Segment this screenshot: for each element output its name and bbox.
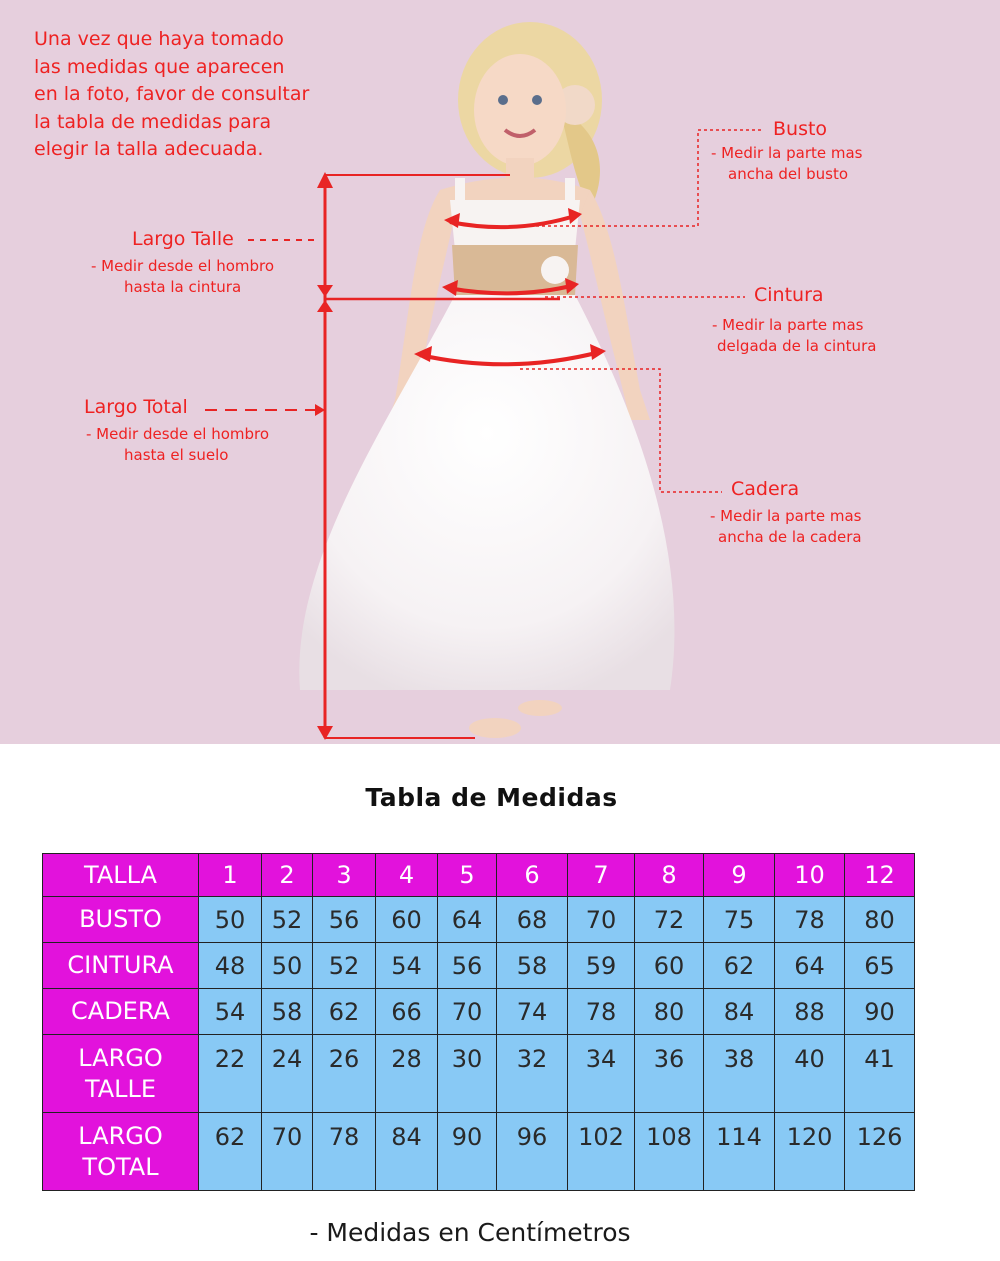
- largo-talle-desc-line: - Medir desde el hombro: [91, 257, 275, 275]
- measurement-value-cell: 41: [845, 1035, 915, 1113]
- size-header-cell: 7: [568, 854, 635, 897]
- measurement-value-cell: 34: [568, 1035, 635, 1113]
- busto-desc-line: ancha del busto: [728, 165, 848, 183]
- measurement-value-cell: 50: [199, 897, 262, 943]
- measurement-value-cell: 22: [199, 1035, 262, 1113]
- size-header-cell: 10: [775, 854, 845, 897]
- size-table-row: [43, 1035, 915, 1113]
- size-header-cell: 4: [376, 854, 438, 897]
- measurement-value-cell: 70: [262, 1113, 313, 1191]
- measurement-value-cell: 40: [775, 1035, 845, 1113]
- measurement-label-line: TALLE: [84, 1074, 157, 1103]
- cadera-label: Cadera: [731, 478, 800, 500]
- cintura-desc-line: - Medir la parte mas: [712, 316, 864, 334]
- measurement-value-cell: 62: [199, 1113, 262, 1191]
- measurement-value-cell: 52: [313, 943, 376, 989]
- measurement-label-cell: [43, 943, 199, 989]
- measurement-value-cell: 62: [313, 989, 376, 1035]
- cadera-desc-line: - Medir la parte mas: [710, 507, 862, 525]
- largo-total-desc-line: hasta el suelo: [124, 446, 229, 464]
- largo-total-label: Largo Total: [84, 396, 188, 418]
- measurement-value-cell: 60: [376, 897, 438, 943]
- measurement-value-cell: 90: [845, 989, 915, 1035]
- measurement-value-cell: 36: [635, 1035, 704, 1113]
- measurement-value-cell: 38: [704, 1035, 775, 1113]
- measurement-value-cell: 80: [635, 989, 704, 1035]
- cintura-description: [712, 315, 876, 357]
- measurement-value-cell: 56: [313, 897, 376, 943]
- cadera-description: [710, 506, 862, 548]
- largo-talle-desc-line: hasta la cintura: [124, 278, 242, 296]
- size-table-row: [43, 1113, 915, 1191]
- measurement-value-cell: 74: [497, 989, 568, 1035]
- size-header-row: [43, 854, 915, 897]
- measurement-value-cell: 58: [262, 989, 313, 1035]
- size-header-cell: 2: [262, 854, 313, 897]
- measurement-value-cell: 114: [704, 1113, 775, 1191]
- measurement-value-cell: 90: [438, 1113, 497, 1191]
- size-table-row: [43, 943, 915, 989]
- measurement-value-cell: 78: [568, 989, 635, 1035]
- largo-talle-label: Largo Talle: [132, 228, 234, 250]
- measurement-value-cell: 65: [845, 943, 915, 989]
- measurement-value-cell: 28: [376, 1035, 438, 1113]
- measurement-value-cell: 72: [635, 897, 704, 943]
- size-header-cell: 6: [497, 854, 568, 897]
- measurement-label-line: LARGO: [78, 1043, 163, 1072]
- measurement-value-cell: 54: [376, 943, 438, 989]
- measurement-value-cell: 120: [775, 1113, 845, 1191]
- measurement-label-cell: [43, 897, 199, 943]
- size-table-row: [43, 897, 915, 943]
- measurement-value-cell: 62: [704, 943, 775, 989]
- measurement-value-cell: 52: [262, 897, 313, 943]
- measurement-value-cell: 58: [497, 943, 568, 989]
- measurement-value-cell: 66: [376, 989, 438, 1035]
- measurement-value-cell: 24: [262, 1035, 313, 1113]
- measurement-value-cell: 84: [704, 989, 775, 1035]
- measurement-value-cell: 68: [497, 897, 568, 943]
- size-header-cell: 3: [313, 854, 376, 897]
- measurement-value-cell: 75: [704, 897, 775, 943]
- busto-desc-line: - Medir la parte mas: [711, 144, 863, 162]
- cadera-desc-line: ancha de la cadera: [718, 528, 862, 546]
- size-header-cell: 1: [199, 854, 262, 897]
- size-table: [42, 853, 915, 1191]
- measurement-value-cell: 96: [497, 1113, 568, 1191]
- measurement-value-cell: 60: [635, 943, 704, 989]
- measurement-value-cell: 56: [438, 943, 497, 989]
- busto-label: Busto: [773, 118, 828, 140]
- size-header-cell: 9: [704, 854, 775, 897]
- units-note: - Medidas en Centímetros: [309, 1218, 631, 1247]
- size-header-cell: 12: [845, 854, 915, 897]
- measurement-value-cell: 80: [845, 897, 915, 943]
- measurement-value-cell: 78: [775, 897, 845, 943]
- measurement-label-cell: [43, 1113, 199, 1191]
- size-header-cell: 5: [438, 854, 497, 897]
- intro-line: la tabla de medidas para: [34, 110, 272, 133]
- measurement-label-line: CINTURA: [67, 951, 174, 979]
- measurement-value-cell: 30: [438, 1035, 497, 1113]
- cintura-label: Cintura: [754, 284, 824, 306]
- intro-line: elegir la talla adecuada.: [34, 138, 264, 160]
- largo-talle-description: [91, 256, 274, 298]
- size-table-row: [43, 989, 915, 1035]
- measurement-value-cell: 26: [313, 1035, 376, 1113]
- measurement-label-line: CADERA: [71, 997, 170, 1025]
- busto-description: [711, 143, 862, 185]
- measurement-value-cell: 59: [568, 943, 635, 989]
- intro-line: las medidas que aparecen: [34, 55, 285, 78]
- measurement-value-cell: 64: [438, 897, 497, 943]
- measurement-value-cell: 32: [497, 1035, 568, 1113]
- measurement-label-line: LARGO: [78, 1121, 163, 1150]
- measurement-value-cell: 64: [775, 943, 845, 989]
- measurement-value-cell: 108: [635, 1113, 704, 1191]
- largo-total-desc-line: - Medir desde el hombro: [86, 425, 270, 443]
- measurement-value-cell: 70: [568, 897, 635, 943]
- measurement-label-cell: [43, 1035, 199, 1113]
- girl-figure: [299, 22, 674, 738]
- measurement-value-cell: 88: [775, 989, 845, 1035]
- header-label-cell: TALLA: [43, 854, 199, 897]
- intro-line: en la foto, favor de consultar: [34, 83, 310, 105]
- measurement-label-cell: [43, 989, 199, 1035]
- measurement-value-cell: 78: [313, 1113, 376, 1191]
- measurement-value-cell: 48: [199, 943, 262, 989]
- measurement-value-cell: 126: [845, 1113, 915, 1191]
- intro-line: Una vez que haya tomado: [34, 28, 284, 50]
- size-table-title: Tabla de Medidas: [365, 783, 618, 812]
- size-header-cell: 8: [635, 854, 704, 897]
- measurement-label-line: BUSTO: [79, 905, 162, 933]
- measurement-value-cell: 70: [438, 989, 497, 1035]
- measurement-value-cell: 54: [199, 989, 262, 1035]
- largo-total-description: [86, 424, 269, 466]
- cintura-desc-line: delgada de la cintura: [717, 337, 877, 355]
- measurement-value-cell: 50: [262, 943, 313, 989]
- measurement-value-cell: 84: [376, 1113, 438, 1191]
- measurement-value-cell: 102: [568, 1113, 635, 1191]
- measurement-label-line: TOTAL: [82, 1152, 159, 1181]
- intro-instructions: [34, 26, 354, 164]
